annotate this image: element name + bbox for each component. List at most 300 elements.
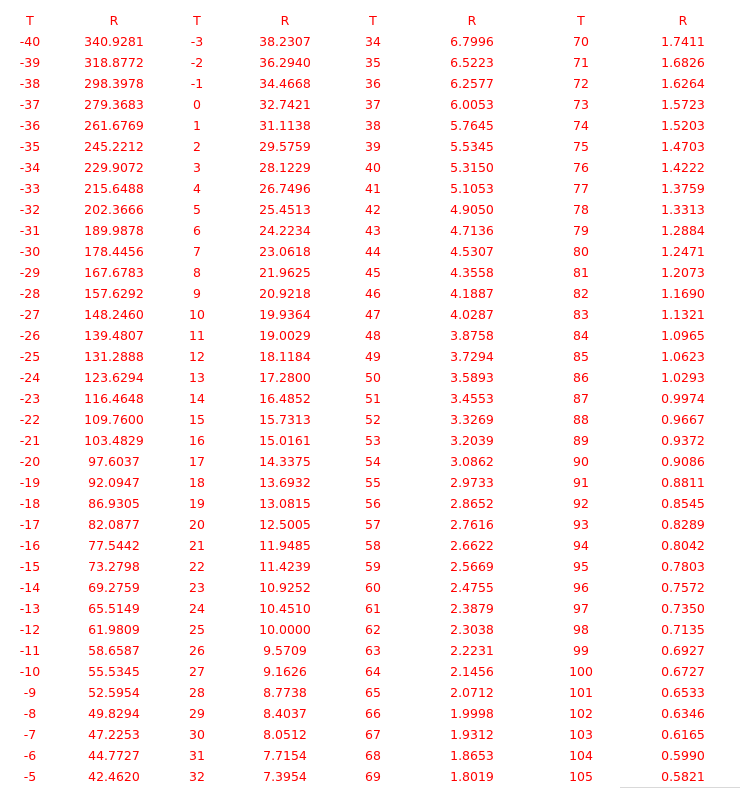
cell-r-1: 123.6294	[84, 370, 144, 385]
cell-r-1: 82.0877	[88, 517, 140, 532]
cell-r-3: 1.8653	[450, 748, 494, 763]
cell-t-2: 26	[189, 643, 205, 658]
cell-r-1: 157.6292	[84, 286, 144, 301]
table-row	[0, 598, 746, 619]
cell-r-2: 21.9625	[259, 265, 311, 280]
cell-r-1: 97.6037	[88, 454, 140, 469]
table-row	[0, 577, 746, 598]
cell-r-2: 12.5005	[259, 517, 311, 532]
cell-r-2: 13.6932	[259, 475, 311, 490]
cell-r-3: 4.5307	[450, 244, 494, 259]
cell-t-4: 91	[573, 475, 589, 490]
cell-t-4: 72	[573, 76, 589, 91]
cell-t-1: -37	[19, 97, 41, 112]
cell-t-3: 62	[365, 622, 381, 637]
cell-t-3: 63	[365, 643, 381, 658]
cell-t-2: 10	[189, 307, 205, 322]
table-row	[0, 304, 746, 325]
cell-r-3: 3.7294	[450, 349, 494, 364]
header-t-4: T	[577, 13, 585, 28]
cell-t-3: 46	[365, 286, 381, 301]
cell-t-1: -6	[23, 748, 37, 763]
table-row	[0, 619, 746, 640]
cell-r-3: 2.1456	[450, 664, 494, 679]
cell-t-1: -32	[19, 202, 41, 217]
cell-t-4: 84	[573, 328, 589, 343]
cell-t-2: 5	[193, 202, 201, 217]
cell-r-1: 189.9878	[84, 223, 144, 238]
cell-t-2: 0	[193, 97, 201, 112]
cell-t-2: 24	[189, 601, 205, 616]
cell-r-4: 1.7411	[661, 34, 705, 49]
cell-t-3: 45	[365, 265, 381, 280]
cell-t-1: -22	[19, 412, 41, 427]
cell-t-2: 4	[193, 181, 201, 196]
table-row	[0, 682, 746, 703]
cell-t-2: 19	[189, 496, 205, 511]
cell-r-2: 31.1138	[259, 118, 311, 133]
table-body	[0, 31, 746, 787]
cell-r-4: 1.2471	[661, 244, 705, 259]
cell-r-4: 1.0293	[661, 370, 705, 385]
cell-r-1: 340.9281	[84, 34, 144, 49]
cell-t-4: 97	[573, 601, 589, 616]
table-row	[0, 52, 746, 73]
table-row	[0, 367, 746, 388]
cell-t-4: 95	[573, 559, 589, 574]
cell-r-1: 61.9809	[88, 622, 140, 637]
cell-r-3: 2.2231	[450, 643, 494, 658]
cell-t-1: -27	[19, 307, 41, 322]
cell-r-3: 5.5345	[450, 139, 494, 154]
cell-r-3: 5.1053	[450, 181, 494, 196]
cell-t-2: 2	[193, 139, 201, 154]
cell-t-1: -17	[19, 517, 41, 532]
cell-t-2: 14	[189, 391, 205, 406]
cell-r-3: 3.4553	[450, 391, 494, 406]
cell-r-4: 0.7350	[661, 601, 705, 616]
cell-r-3: 1.9998	[450, 706, 494, 721]
cell-r-3: 1.9312	[450, 727, 494, 742]
cell-t-4: 85	[573, 349, 589, 364]
cell-t-2: 23	[189, 580, 205, 595]
cell-t-2: -3	[190, 34, 204, 49]
cell-t-2: 20	[189, 517, 205, 532]
cell-r-1: 109.7600	[84, 412, 144, 427]
cell-t-3: 54	[365, 454, 381, 469]
table-row	[0, 325, 746, 346]
cell-t-3: 36	[365, 76, 381, 91]
cell-t-2: 9	[193, 286, 201, 301]
cell-t-4: 70	[573, 34, 589, 49]
cell-r-3: 2.7616	[450, 517, 494, 532]
cell-t-3: 47	[365, 307, 381, 322]
cell-t-2: 13	[189, 370, 205, 385]
table-row	[0, 220, 746, 241]
cell-r-3: 6.2577	[450, 76, 494, 91]
cell-r-4: 0.9086	[661, 454, 705, 469]
cell-t-4: 100	[569, 664, 593, 679]
cell-t-3: 67	[365, 727, 381, 742]
cell-t-2: 8	[193, 265, 201, 280]
cell-t-2: 22	[189, 559, 205, 574]
table-row	[0, 94, 746, 115]
cell-r-1: 148.2460	[84, 307, 144, 322]
cell-t-4: 73	[573, 97, 589, 112]
cell-r-1: 44.7727	[88, 748, 140, 763]
table-row	[0, 388, 746, 409]
cell-t-1: -13	[19, 601, 41, 616]
cell-t-3: 50	[365, 370, 381, 385]
cell-t-2: 15	[189, 412, 205, 427]
cell-t-3: 49	[365, 349, 381, 364]
cell-t-3: 48	[365, 328, 381, 343]
cell-t-3: 41	[365, 181, 381, 196]
cell-t-4: 78	[573, 202, 589, 217]
cell-r-1: 58.6587	[88, 643, 140, 658]
cell-t-2: 32	[189, 769, 205, 784]
cell-r-1: 47.2253	[88, 727, 140, 742]
cell-r-3: 3.0862	[450, 454, 494, 469]
cell-r-4: 1.3759	[661, 181, 705, 196]
cell-r-2: 23.0618	[259, 244, 311, 259]
cell-r-1: 69.2759	[88, 580, 140, 595]
cell-t-1: -35	[19, 139, 41, 154]
cell-t-1: -19	[19, 475, 41, 490]
cell-t-1: -15	[19, 559, 41, 574]
header-t-2: T	[193, 13, 201, 28]
cell-r-3: 4.1887	[450, 286, 494, 301]
cell-r-2: 16.4852	[259, 391, 311, 406]
cell-r-4: 0.6533	[661, 685, 705, 700]
cell-t-3: 60	[365, 580, 381, 595]
header-row	[0, 10, 746, 31]
cell-r-4: 1.0965	[661, 328, 705, 343]
cell-r-1: 139.4807	[84, 328, 144, 343]
table-row	[0, 73, 746, 94]
cell-r-1: 49.8294	[88, 706, 140, 721]
cell-t-2: 7	[193, 244, 201, 259]
cell-t-1: -28	[19, 286, 41, 301]
table-row	[0, 31, 746, 52]
cell-t-3: 38	[365, 118, 381, 133]
cell-t-1: -10	[19, 664, 41, 679]
cell-r-2: 19.9364	[259, 307, 311, 322]
cell-r-2: 29.5759	[259, 139, 311, 154]
cell-t-1: -14	[19, 580, 41, 595]
cell-t-1: -11	[19, 643, 41, 658]
cell-t-3: 37	[365, 97, 381, 112]
cell-r-4: 1.2884	[661, 223, 705, 238]
table-row	[0, 136, 746, 157]
table-row	[0, 283, 746, 304]
cell-t-4: 88	[573, 412, 589, 427]
cell-t-2: 12	[189, 349, 205, 364]
cell-r-4: 0.7135	[661, 622, 705, 637]
cell-t-3: 64	[365, 664, 381, 679]
cell-r-2: 8.0512	[263, 727, 307, 742]
cell-r-4: 0.9974	[661, 391, 705, 406]
cell-t-2: 28	[189, 685, 205, 700]
cell-r-1: 245.2212	[84, 139, 144, 154]
cell-r-2: 15.7313	[259, 412, 311, 427]
cell-t-3: 55	[365, 475, 381, 490]
cell-t-4: 79	[573, 223, 589, 238]
cell-t-3: 52	[365, 412, 381, 427]
cell-t-1: -21	[19, 433, 41, 448]
cell-r-4: 0.7803	[661, 559, 705, 574]
cell-r-1: 116.4648	[84, 391, 144, 406]
cell-t-3: 44	[365, 244, 381, 259]
table-row	[0, 724, 746, 745]
cell-t-3: 58	[365, 538, 381, 553]
cell-t-3: 40	[365, 160, 381, 175]
cell-r-3: 5.3150	[450, 160, 494, 175]
cell-t-2: 31	[189, 748, 205, 763]
table-row	[0, 661, 746, 682]
cell-r-4: 1.1690	[661, 286, 705, 301]
cell-t-4: 75	[573, 139, 589, 154]
cell-r-1: 77.5442	[88, 538, 140, 553]
cell-r-2: 7.7154	[263, 748, 307, 763]
cell-r-2: 7.3954	[263, 769, 307, 784]
cell-t-2: -1	[190, 76, 204, 91]
cell-r-4: 1.6264	[661, 76, 705, 91]
cell-r-4: 0.9667	[661, 412, 705, 427]
table-row	[0, 472, 746, 493]
cell-r-4: 0.8042	[661, 538, 705, 553]
cell-t-4: 99	[573, 643, 589, 658]
cell-r-2: 8.7738	[263, 685, 307, 700]
cell-r-3: 4.7136	[450, 223, 494, 238]
cell-r-3: 2.6622	[450, 538, 494, 553]
table-row	[0, 262, 746, 283]
cell-t-4: 92	[573, 496, 589, 511]
cell-t-1: -26	[19, 328, 41, 343]
table-row	[0, 115, 746, 136]
header-t-3: T	[369, 13, 377, 28]
cell-t-1: -30	[19, 244, 41, 259]
cell-r-4: 1.4703	[661, 139, 705, 154]
cell-t-1: -33	[19, 181, 41, 196]
cell-r-3: 3.8758	[450, 328, 494, 343]
cell-r-2: 20.9218	[259, 286, 311, 301]
table-row	[0, 346, 746, 367]
cell-r-3: 4.9050	[450, 202, 494, 217]
cell-t-4: 101	[569, 685, 593, 700]
cell-r-3: 2.3879	[450, 601, 494, 616]
cell-r-2: 17.2800	[259, 370, 311, 385]
temperature-resistance-table	[0, 10, 746, 787]
cell-r-1: 73.2798	[88, 559, 140, 574]
cell-r-1: 279.3683	[84, 97, 144, 112]
cell-r-2: 15.0161	[259, 433, 311, 448]
cell-r-2: 9.5709	[263, 643, 307, 658]
cell-r-2: 36.2940	[259, 55, 311, 70]
cell-r-4: 1.2073	[661, 265, 705, 280]
cell-r-3: 3.5893	[450, 370, 494, 385]
cell-t-3: 51	[365, 391, 381, 406]
cell-t-1: -5	[23, 769, 37, 784]
cell-r-4: 0.6927	[661, 643, 705, 658]
cell-t-1: -8	[23, 706, 37, 721]
table-row	[0, 493, 746, 514]
table-row	[0, 241, 746, 262]
cell-r-4: 0.6346	[661, 706, 705, 721]
table-row	[0, 745, 746, 766]
cell-t-2: 16	[189, 433, 205, 448]
table-row	[0, 556, 746, 577]
cell-r-2: 10.9252	[259, 580, 311, 595]
cell-r-2: 26.7496	[259, 181, 311, 196]
cell-t-4: 81	[573, 265, 589, 280]
cell-t-4: 96	[573, 580, 589, 595]
cell-r-4: 1.5203	[661, 118, 705, 133]
table-row	[0, 178, 746, 199]
cell-t-3: 42	[365, 202, 381, 217]
cell-t-4: 93	[573, 517, 589, 532]
cell-r-4: 1.1321	[661, 307, 705, 322]
table-row	[0, 703, 746, 724]
cell-r-2: 10.4510	[259, 601, 311, 616]
cell-t-4: 77	[573, 181, 589, 196]
cell-r-4: 0.6727	[661, 664, 705, 679]
cell-r-4: 0.5990	[661, 748, 705, 763]
cell-t-2: 6	[193, 223, 201, 238]
header-t-1: T	[26, 13, 34, 28]
cell-t-2: 21	[189, 538, 205, 553]
cell-t-4: 74	[573, 118, 589, 133]
cell-t-3: 34	[365, 34, 381, 49]
header-r-4: R	[678, 13, 688, 28]
cell-r-4: 0.7572	[661, 580, 705, 595]
cell-t-2: 18	[189, 475, 205, 490]
table-row	[0, 199, 746, 220]
cell-r-2: 19.0029	[259, 328, 311, 343]
cell-r-2: 11.4239	[259, 559, 311, 574]
cell-r-4: 1.6826	[661, 55, 705, 70]
cell-r-2: 10.0000	[259, 622, 311, 637]
cell-t-4: 104	[569, 748, 593, 763]
table-row	[0, 766, 746, 787]
cell-r-2: 8.4037	[263, 706, 307, 721]
cell-t-3: 59	[365, 559, 381, 574]
cell-t-3: 61	[365, 601, 381, 616]
cell-r-4: 1.3313	[661, 202, 705, 217]
bottom-divider	[620, 787, 740, 788]
cell-t-4: 76	[573, 160, 589, 175]
cell-t-1: -39	[19, 55, 41, 70]
table-row	[0, 409, 746, 430]
cell-r-4: 0.8811	[661, 475, 705, 490]
header-r-1: R	[109, 13, 119, 28]
cell-r-4: 0.8289	[661, 517, 705, 532]
header-r-2: R	[280, 13, 290, 28]
cell-r-3: 5.7645	[450, 118, 494, 133]
cell-r-1: 178.4456	[84, 244, 144, 259]
cell-r-1: 55.5345	[88, 664, 140, 679]
cell-t-4: 105	[569, 769, 593, 784]
cell-r-2: 11.9485	[259, 538, 311, 553]
cell-t-4: 103	[569, 727, 593, 742]
cell-r-3: 2.4755	[450, 580, 494, 595]
cell-r-1: 298.3978	[84, 76, 144, 91]
cell-r-1: 202.3666	[84, 202, 144, 217]
cell-t-2: 11	[189, 328, 205, 343]
table-row	[0, 535, 746, 556]
cell-t-2: 3	[193, 160, 201, 175]
cell-t-3: 66	[365, 706, 381, 721]
cell-r-2: 14.3375	[259, 454, 311, 469]
cell-t-4: 94	[573, 538, 589, 553]
cell-t-1: -24	[19, 370, 41, 385]
cell-r-2: 25.4513	[259, 202, 311, 217]
cell-r-3: 6.5223	[450, 55, 494, 70]
cell-t-1: -38	[19, 76, 41, 91]
cell-t-1: -23	[19, 391, 41, 406]
cell-t-1: -31	[19, 223, 41, 238]
cell-r-2: 9.1626	[263, 664, 307, 679]
cell-t-4: 98	[573, 622, 589, 637]
cell-r-3: 3.2039	[450, 433, 494, 448]
cell-t-2: 27	[189, 664, 205, 679]
cell-r-2: 32.7421	[259, 97, 311, 112]
cell-t-1: -40	[19, 34, 41, 49]
cell-t-3: 39	[365, 139, 381, 154]
cell-r-3: 6.7996	[450, 34, 494, 49]
cell-t-4: 83	[573, 307, 589, 322]
cell-r-2: 38.2307	[259, 34, 311, 49]
cell-t-4: 87	[573, 391, 589, 406]
cell-r-1: 86.9305	[88, 496, 140, 511]
cell-t-3: 65	[365, 685, 381, 700]
cell-t-4: 90	[573, 454, 589, 469]
cell-r-1: 42.4620	[88, 769, 140, 784]
cell-r-1: 318.8772	[84, 55, 144, 70]
table-row	[0, 640, 746, 661]
cell-r-3: 6.0053	[450, 97, 494, 112]
cell-t-3: 69	[365, 769, 381, 784]
cell-t-3: 57	[365, 517, 381, 532]
cell-r-2: 24.2234	[259, 223, 311, 238]
cell-r-4: 0.8545	[661, 496, 705, 511]
header-r-3: R	[467, 13, 477, 28]
cell-r-3: 2.9733	[450, 475, 494, 490]
cell-t-2: 30	[189, 727, 205, 742]
cell-r-1: 52.5954	[88, 685, 140, 700]
cell-t-1: -20	[19, 454, 41, 469]
cell-r-3: 3.3269	[450, 412, 494, 427]
cell-t-3: 56	[365, 496, 381, 511]
cell-t-1: -12	[19, 622, 41, 637]
table-row	[0, 157, 746, 178]
cell-r-1: 65.5149	[88, 601, 140, 616]
cell-t-1: -16	[19, 538, 41, 553]
cell-r-3: 1.8019	[450, 769, 494, 784]
cell-t-1: -7	[23, 727, 37, 742]
cell-t-4: 86	[573, 370, 589, 385]
cell-r-1: 215.6488	[84, 181, 144, 196]
cell-t-3: 43	[365, 223, 381, 238]
cell-t-3: 35	[365, 55, 381, 70]
cell-r-4: 1.4222	[661, 160, 705, 175]
cell-r-1: 261.6769	[84, 118, 144, 133]
cell-t-1: -9	[23, 685, 37, 700]
cell-r-4: 1.0623	[661, 349, 705, 364]
cell-r-3: 2.3038	[450, 622, 494, 637]
cell-t-1: -18	[19, 496, 41, 511]
cell-r-3: 4.3558	[450, 265, 494, 280]
